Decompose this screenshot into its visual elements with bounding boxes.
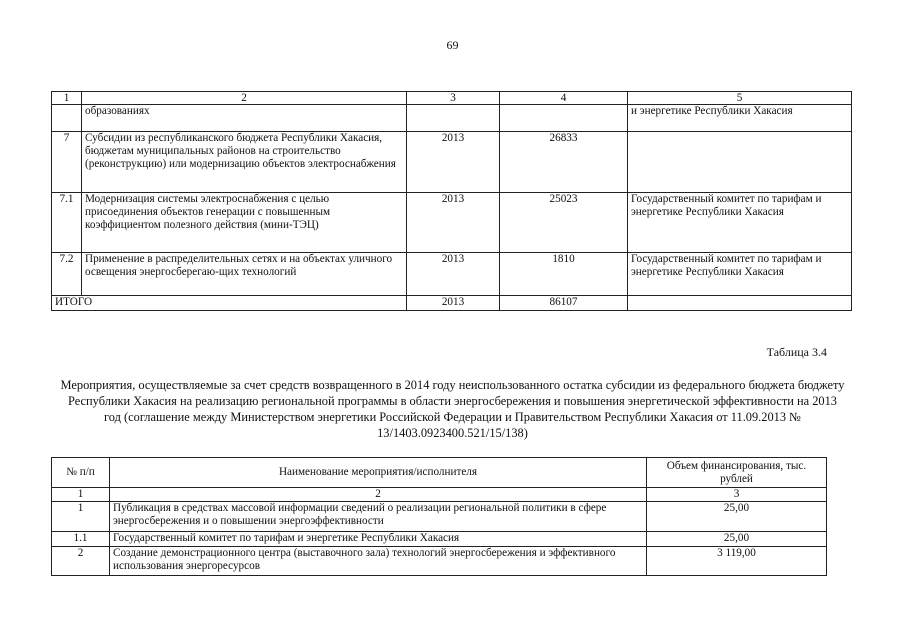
row-name: Модернизация системы электроснабжения с целью присоединения объектов генерации с повышенным коэффициентом полезного действия (мини-ТЭЦ) bbox=[82, 193, 407, 253]
table-caption: Мероприятия, осуществляемые за счет средств возвращенного в 2014 году неиспользованного остатка субсидии из федерального бюджета бюджету Республики Хакасия на реализацию региональной программы в области энергосбережения и повышения энергетической эффективности на 2013 год (соглашение между Министерством энергетики Российской Федерации и Правительством Республики Хакасия от 11.09.2013 № 13/1403.0923400.521/15/138) bbox=[60, 378, 845, 440]
row-amount: 1810 bbox=[500, 253, 628, 296]
header-amount: Объем финансирования, тыс. рублей bbox=[647, 458, 827, 488]
row-number: 1.1 bbox=[52, 532, 110, 547]
row-name: Субсидии из республиканского бюджета Республики Хакасия, бюджетам муниципальных районов на строительство (реконструкцию) или модернизацию объектов электроснабжения bbox=[82, 132, 407, 193]
row-name: Государственный комитет по тарифам и энергетике Республики Хакасия bbox=[110, 532, 647, 547]
table-row bbox=[52, 253, 852, 296]
row-year bbox=[407, 105, 500, 132]
row-amount: 25,00 bbox=[647, 502, 827, 532]
row-amount bbox=[500, 105, 628, 132]
row-year: 2013 bbox=[407, 253, 500, 296]
col-header: 4 bbox=[500, 92, 628, 105]
row-number bbox=[52, 105, 82, 132]
row-executor bbox=[628, 132, 852, 193]
row-name: образованиях bbox=[82, 105, 407, 132]
row-amount: 25,00 bbox=[647, 532, 827, 547]
total-year: 2013 bbox=[407, 296, 500, 311]
table-row bbox=[52, 502, 827, 532]
row-number: 7.1 bbox=[52, 193, 82, 253]
col-header: 1 bbox=[52, 488, 110, 502]
total-row bbox=[52, 296, 852, 311]
col-header: 5 bbox=[628, 92, 852, 105]
col-header: 3 bbox=[407, 92, 500, 105]
col-header: 2 bbox=[110, 488, 647, 502]
header-row bbox=[52, 458, 827, 488]
row-executor: и энергетике Республики Хакасия bbox=[628, 105, 852, 132]
page-number: 69 bbox=[446, 38, 459, 52]
row-amount: 25023 bbox=[500, 193, 628, 253]
row-number: 2 bbox=[52, 547, 110, 576]
row-amount: 26833 bbox=[500, 132, 628, 193]
row-number: 1 bbox=[52, 502, 110, 532]
table-row bbox=[52, 132, 852, 193]
total-label: ИТОГО bbox=[52, 296, 407, 311]
header-name: Наименование мероприятия/исполнителя bbox=[110, 458, 647, 488]
col-header: 1 bbox=[52, 92, 82, 105]
col-header: 2 bbox=[82, 92, 407, 105]
column-number-row bbox=[52, 488, 827, 502]
table-row bbox=[52, 105, 852, 132]
col-header: 3 bbox=[647, 488, 827, 502]
total-executor bbox=[628, 296, 852, 311]
total-amount: 86107 bbox=[500, 296, 628, 311]
table-row bbox=[52, 532, 827, 547]
row-name: Публикация в средствах массовой информации сведений о реализации региональной политики в сфере энергосбережения и о повышении энергоэффективности bbox=[110, 502, 647, 532]
row-name: Создание демонстрационного центра (выставочного зала) технологий энергосбережения и эффективного использования энергоресурсов bbox=[110, 547, 647, 576]
header-num: № п/п bbox=[52, 458, 110, 488]
column-number-row bbox=[52, 92, 852, 105]
row-amount: 3 119,00 bbox=[647, 547, 827, 576]
row-number: 7 bbox=[52, 132, 82, 193]
table-label: Таблица 3.4 bbox=[766, 345, 827, 359]
row-year: 2013 bbox=[407, 193, 500, 253]
row-year: 2013 bbox=[407, 132, 500, 193]
funding-table-continued bbox=[51, 91, 852, 311]
row-executor: Государственный комитет по тарифам и энергетике Республики Хакасия bbox=[628, 193, 852, 253]
table-row bbox=[52, 193, 852, 253]
row-name: Применение в распределительных сетях и на объектах уличного освещения энергосберегаю-щих технологий bbox=[82, 253, 407, 296]
table-row bbox=[52, 547, 827, 576]
measures-table bbox=[51, 457, 827, 576]
row-executor: Государственный комитет по тарифам и энергетике Республики Хакасия bbox=[628, 253, 852, 296]
row-number: 7.2 bbox=[52, 253, 82, 296]
